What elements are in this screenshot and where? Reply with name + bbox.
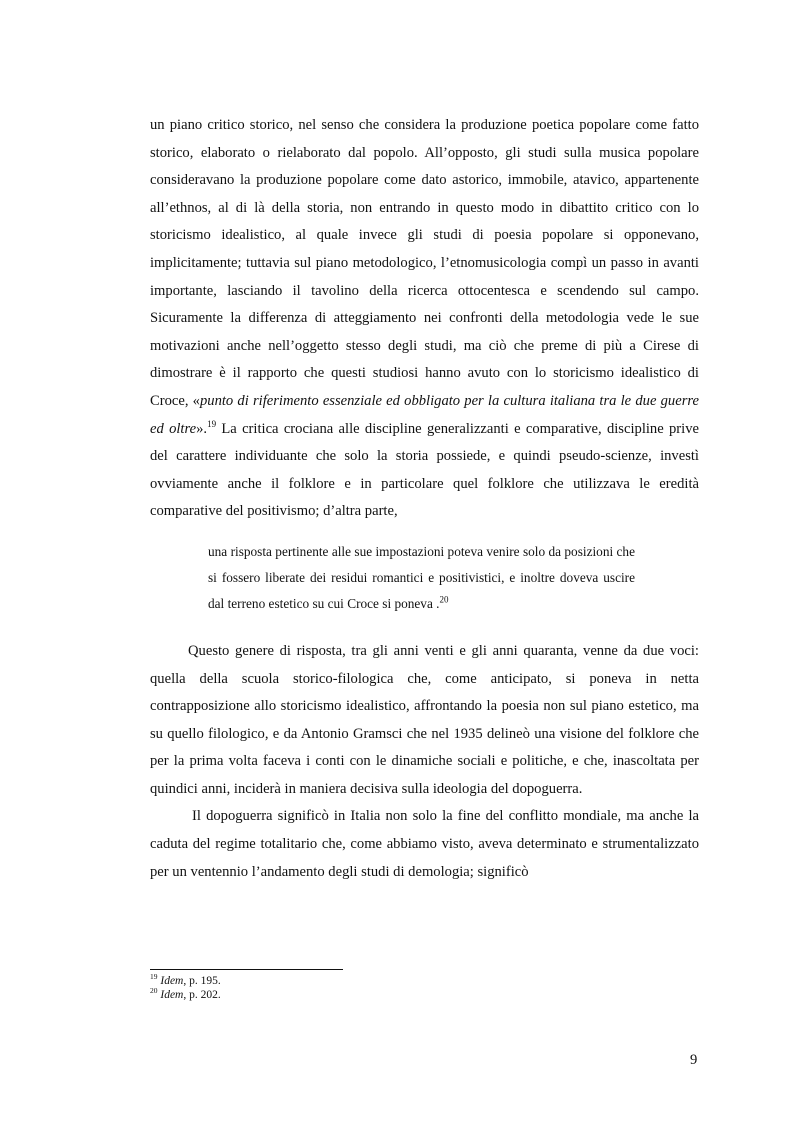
paragraph: Questo genere di risposta, tra gli anni venti e gli anni quaranta, venne da due voci: quella della scuola storico-filologica che, come anticipato, si poneva in netta contrapposizione allo storicismo idealistico, affrontando la poesia non sul piano estetico, ma su quello filologico, e da Antonio Gramsci che nel 1935 delineò una visione del folklore che per la prima volta faceva i conti con le dinamiche sociali e politiche, e che, inascoltata per quindici anni, inciderà in maniera decisiva sulla ideologia del dopoguerra. — [150, 642, 699, 797]
paragraph: Il dopoguerra significò in Italia non solo la fine del conflitto mondiale, ma anche la caduta del regime totalitario che, come abbiamo visto, aveva determinato e strumentalizzato per un ventennio l’andamento degli studi di demologia; significò — [150, 808, 699, 880]
footnote-ref-20: 20 — [439, 594, 449, 605]
body-text — [150, 112, 699, 886]
footnote-ref-19: 19 — [207, 418, 217, 429]
paragraph: un piano critico storico, nel senso che considera la produzione poetica popolare come fatto storico, elaborato o rielaborato dal popolo. All’opposto, gli studi sulla musica popolare consideravano la produzione popolare come dato astorico, immobile, atavico, appartenente all’ethnos, al di là della storia, non entrando in questo modo in dibattito critico con lo storicismo idealistico, al quale invece gli studi di poesia popolare si opponevano, implicitamente; tuttavia sul piano metodologico, l’etnomusicologia compì un passo in avanti importante, lasciando il tavolino della ricerca ottocentesca e scendendo sul campo. Sicuramente la differenza di atteggiamento nei confronti della metodologia vede le sue motivazioni anche nell’oggetto stesso degli studi, ma ciò che preme di più a Cirese di dimostrare è il rapporto che questi studiosi hanno avuto con lo storicismo idealistico di Croce, «punto di riferimento essenziale ed obbligato per la cultura italiana tra le due guerre ed oltre».$^{19}$ La critica crociana alle discipline generalizzanti e comparative, discipline prive del carattere individuante che solo la storia possiede, e quindi pseudo-scienze, investì ovviamente anche il folklore e in particolare quel folklore che utilizzava le eredità comparative del positivismo; d’altra parte, — [150, 117, 699, 520]
cirese-quotation: punto di riferimento essenziale ed obbligato per la cultura italiana tra le due guerre ed oltre — [150, 392, 699, 437]
page-number: 9 — [690, 1052, 698, 1068]
footnote-separator — [150, 969, 343, 970]
block-quote: una risposta pertinente alle sue impostazioni poteva venire solo da posizioni che si fossero liberate dei residui romantici e positivistici, e inoltre doveva uscire dal terreno estetico su cui Croce si poneva .$^{20}$ — [208, 543, 635, 611]
footnote: $^{19}$ Idem, p. 195. — [150, 972, 221, 987]
footnotes — [150, 974, 550, 1002]
footnote: $^{20}$ Idem, p. 202. — [150, 986, 221, 1001]
